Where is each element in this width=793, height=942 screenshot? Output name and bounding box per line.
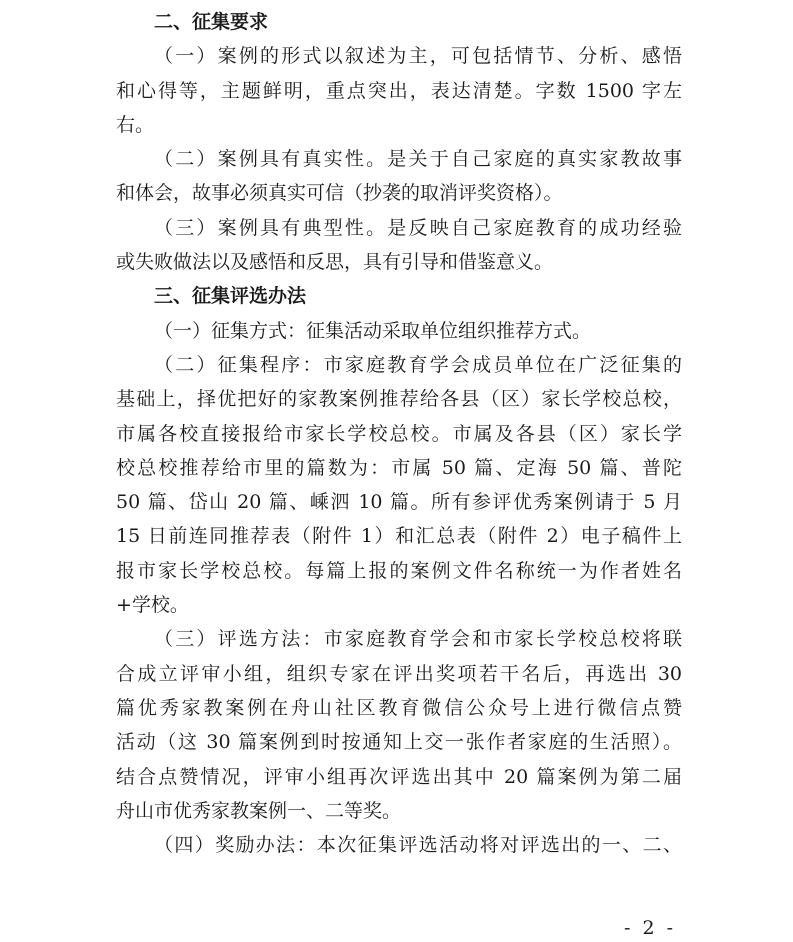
text-line: 和体会，故事必须真实可信（抄袭的取消评奖资格）。 xyxy=(116,182,563,205)
text-line: （二）征集程序：市家庭教育学会成员单位在广泛征集的 xyxy=(154,353,682,376)
text-line: （三）评选方法：市家庭教育学会和市家长学校总校将联 xyxy=(154,628,682,651)
text-line: 右。 xyxy=(116,113,155,136)
text-line: 合成立评审小组，组织专家在评出奖项若干名后，再选出 30 xyxy=(116,662,682,685)
text-line: 和心得等，主题鲜明，重点突出，表达清楚。字数 1500 字左 xyxy=(116,79,682,102)
text-line: 篇优秀家教案例在舟山社区教育微信公众号上进行微信点赞 xyxy=(116,696,682,719)
text-line: 或失败做法以及感悟和反思，具有引导和借鉴意义。 xyxy=(116,251,554,274)
paragraph-method-2 xyxy=(116,348,682,622)
section-heading-requirements: 二、征集要求 xyxy=(154,11,269,33)
text-line: 50 篇、岱山 20 篇、嵊泗 10 篇。所有参评优秀案例请于 5 月 xyxy=(116,491,682,514)
paragraph-method-1 xyxy=(116,314,682,348)
text-line: 15 日前连同推荐表（附件 1）和汇总表（附件 2）电子稿件上 xyxy=(116,525,682,548)
paragraph-requirement-1 xyxy=(116,39,682,142)
text-line: +学校。 xyxy=(116,594,189,617)
text-line: 活动（这 30 篇案例到时按通知上交一张作者家庭的生活照）。 xyxy=(116,731,682,754)
text-line: （一）征集方式：征集活动采取单位组织推荐方式。 xyxy=(154,319,592,342)
text-line: 基础上，择优把好的家教案例推荐给各县（区）家长学校总校， xyxy=(116,388,682,411)
text-line: 结合点赞情况，评审小组再次评选出其中 20 篇案例为第二届 xyxy=(116,765,682,788)
text-line: 校总校推荐给市里的篇数为：市属 50 篇、定海 50 篇、普陀 xyxy=(116,456,682,479)
text-line: （二）案例具有真实性。是关于自己家庭的真实家教故事 xyxy=(154,148,682,171)
paragraph-requirement-3 xyxy=(116,211,682,280)
text-line: 舟山市优秀家教案例一、二等奖。 xyxy=(116,799,402,822)
paragraph-method-3 xyxy=(116,622,682,828)
text-line: 市属各校直接报给市家长学校总校。市属及各县（区）家长学 xyxy=(116,422,682,445)
text-line: （一）案例的形式以叙述为主，可包括情节、分析、感悟 xyxy=(154,45,682,68)
paragraph-requirement-2 xyxy=(116,142,682,211)
text-line: （三）案例具有典型性。是反映自己家庭教育的成功经验 xyxy=(154,216,682,239)
paragraph-method-4 xyxy=(116,828,682,862)
page-number: - 2 - xyxy=(624,917,677,939)
document-body xyxy=(116,5,682,862)
text-line: 报市家长学校总校。每篇上报的案例文件名称统一为作者姓名 xyxy=(116,559,682,582)
section-heading-selection-method: 三、征集评选办法 xyxy=(154,285,307,308)
text-line: （四）奖励办法：本次征集评选活动将对评选出的一、二、 xyxy=(154,834,682,857)
